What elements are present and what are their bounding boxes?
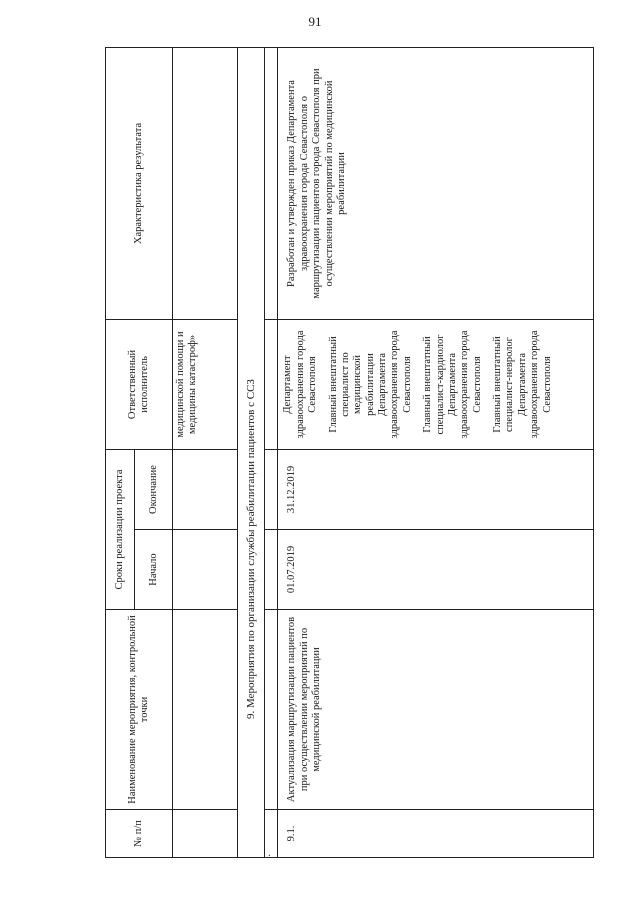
row-responsible: [278, 319, 594, 449]
stray-dot: ·: [265, 853, 276, 857]
header-responsible: Ответственный исполнитель: [106, 319, 173, 449]
row-name: Актуализация маршрутизации пациентов при осуществлении мероприятий по медицинской реабилитации: [278, 610, 594, 810]
spacer-start: [265, 530, 278, 610]
header-terms: Сроки реализации проекта: [106, 449, 135, 609]
spacer-name: [265, 610, 278, 810]
header-result: Характеристика результата: [106, 47, 173, 319]
cont-end: [173, 449, 238, 529]
section-title: 9. Мероприятия по организации службы реабилитации пациентов с ССЗ: [238, 47, 265, 857]
responsible-3: Главный внештатный специалист-кардиолог Департамента здравоохранения города Севастополя: [422, 330, 483, 439]
header-row: [106, 47, 135, 857]
cont-name: [173, 610, 238, 810]
cont-result: [173, 47, 238, 319]
page-number: 91: [308, 14, 322, 29]
cont-num: [173, 810, 238, 858]
header-start: Начало: [135, 530, 173, 610]
row-start: 01.07.2019: [278, 530, 594, 610]
row-num: 9.1.: [278, 810, 594, 858]
header-end: Окончание: [135, 449, 173, 529]
spacer-num: [265, 810, 278, 858]
responsible-2: Главный внештатный специалист по медицинской реабилитации Департамента здравоохранения города Севастополя: [327, 330, 413, 439]
table-row: [278, 47, 594, 857]
row-end: 31.12.2019: [278, 449, 594, 529]
header-name: Наименование мероприятия, контрольной точки: [106, 610, 173, 810]
spacer-end: [265, 449, 278, 529]
spacer-responsible: [265, 319, 278, 449]
spacer-result: [265, 47, 278, 319]
rotated-table-container: [105, 48, 630, 858]
section-row: [238, 47, 265, 857]
responsible-1: Департамент здравоохранения города Севастополя: [282, 330, 319, 439]
row-result: Разработан и утвержден приказ Департамента здравоохранения города Севастополя о маршрутизации пациентов города Севастополя при осуществлении мероприятий по медицинской реабилитации: [278, 47, 594, 319]
cont-start: [173, 530, 238, 610]
responsible-4: Главный внештатный специалист-невролог Департамента здравоохранения города Севастополя: [492, 330, 553, 439]
spacer-row: [265, 47, 278, 857]
project-plan-table: [105, 47, 594, 858]
cont-responsible: медицинской помощи и медицины катастроф»: [173, 319, 238, 449]
continuation-row: [173, 47, 238, 857]
header-num: № п/п: [106, 810, 173, 858]
